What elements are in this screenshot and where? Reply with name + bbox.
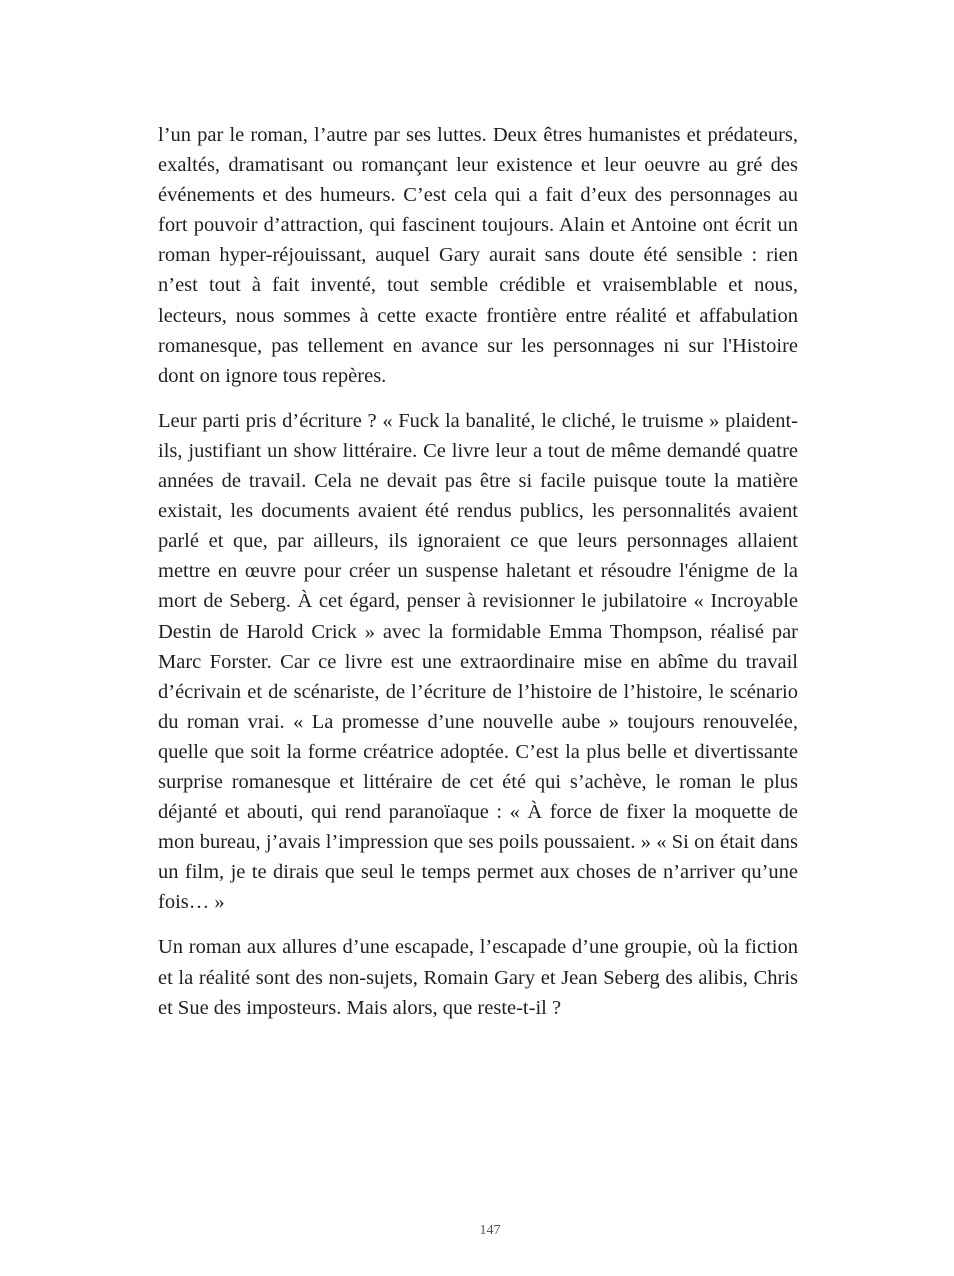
body-text — [158, 120, 798, 1038]
paragraph-3: Un roman aux allures d’une escapade, l’escapade d’une groupie, où la fiction et la réalité sont des non-sujets, Romain Gary et Jean Seberg des alibis, Chris et Sue des imposteurs. Mais alors, que reste-t-il ? — [158, 936, 798, 1019]
paragraph-1: l’un par le roman, l’autre par ses luttes. Deux êtres humanistes et prédateurs, exaltés, dramatisant ou romançant leur existence et leur oeuvre au gré des événements et des humeurs. C’est cela qui a fait d’eux des personnages au fort pouvoir d’attraction, qui fascinent toujours. Alain et Antoine ont écrit un roman hyper-réjouissant, auquel Gary aurait sans doute été sensible : rien n’est tout à fait inventé, tout semble crédible et vraisemblable et nous, lecteurs, nous sommes à cette exacte frontière entre réalité et affabulation romanesque, pas tellement en avance sur les personnages ni sur l'Histoire dont on ignore tous repères. — [158, 124, 798, 387]
paragraph-2: Leur parti pris d’écriture ? « Fuck la banalité, le cliché, le truisme » plaident-ils, justifiant un show littéraire. Ce livre leur a tout de même demandé quatre années de travail. Cela ne devait pas être si facile puisque toute la matière existait, les documents avaient été rendus publics, les personnalités avaient parlé et que, par ailleurs, ils ignoraient ce que leurs personnages allaient mettre en œuvre pour créer un suspense haletant et résoudre l'énigme de la mort de Seberg. À cet égard, penser à revisionner le jubilatoire « Incroyable Destin de Harold Crick » avec la formidable Emma Thompson, réalisé par Marc Forster. Car ce livre est une extraordinaire mise en abîme du travail d’écrivain et de scénariste, de l’écriture de l’histoire de l’histoire, le scénario du roman vrai. « La promesse d’une nouvelle aube » toujours renouvelée, quelle que soit la forme créatrice adoptée. C’est la plus belle et divertissante surprise romanesque et littéraire de cet été qui s’achève, le roman le plus déjanté et abouti, qui rend paranoïaque : « À force de fixer la moquette de mon bureau, j’avais l’impression que ses poils poussaient. » « Si on était dans un film, je te dirais que seul le temps permet aux choses de n’arriver qu’une fois… » — [158, 409, 798, 914]
page-number: 147 — [479, 1223, 501, 1238]
